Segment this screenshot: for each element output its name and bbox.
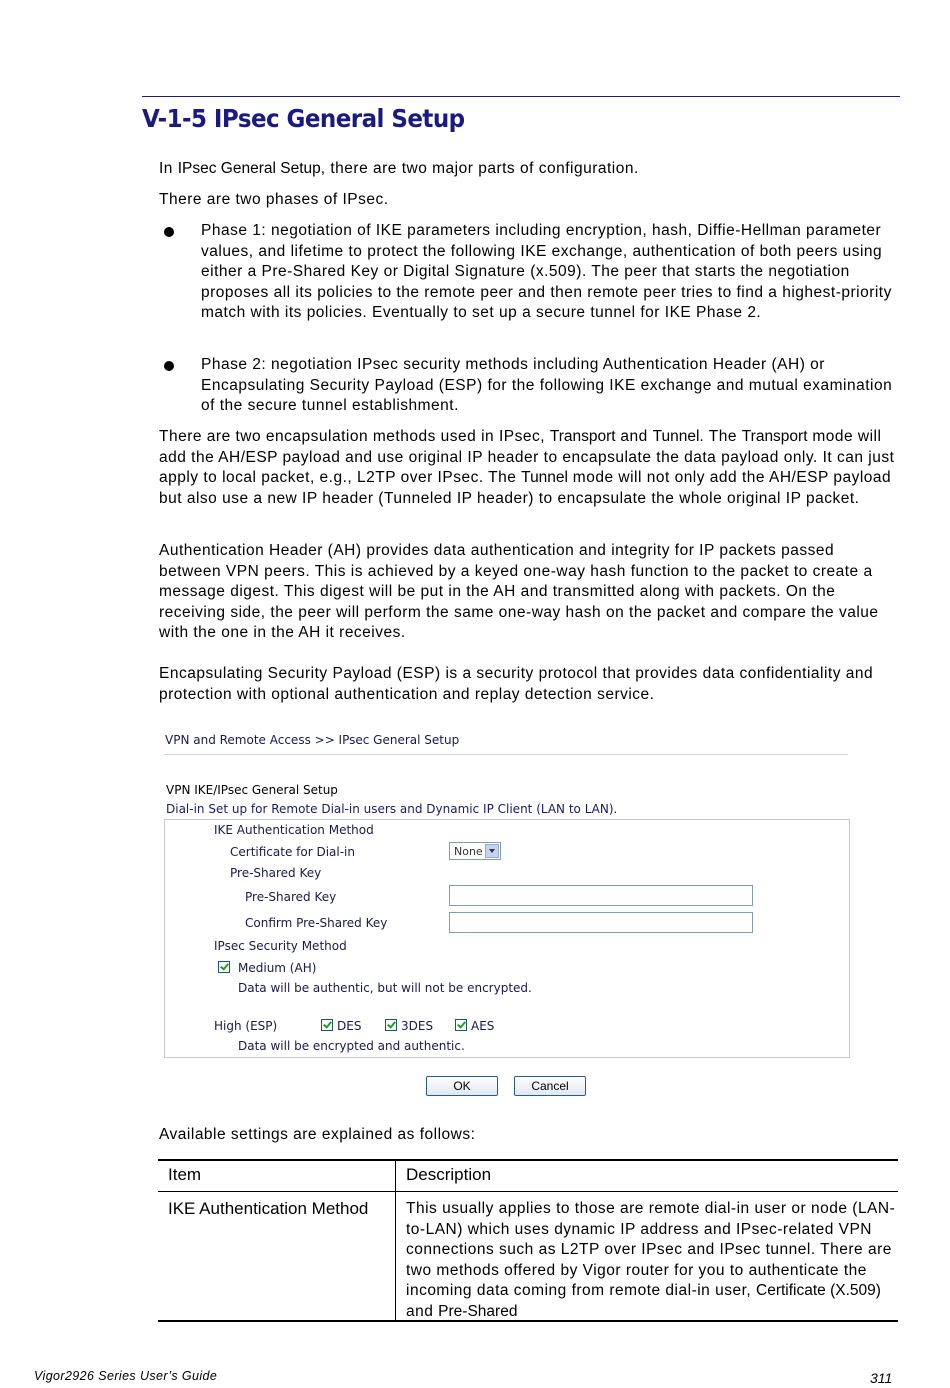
bullet-dot-1 [164, 227, 174, 237]
ah-paragraph: Authentication Header (AH) provides data authentication and integrity for IP packets passed between VPN peers. This is achieved by a keyed one-way hash function to the packet to create a message digest. This digest will be put in the AH and transmitted along with packets. On the receiving side, the peer will perform the same one-way hash on the packet and compare the value with the one in the AH it receives. [159, 542, 879, 641]
3des-checkbox[interactable] [385, 1019, 397, 1031]
intro-strong: IPsec General Setup [177, 160, 321, 177]
table-header-rule [158, 1191, 898, 1192]
encapsulation-paragraph: There are two encapsulation methods used in IPsec, Transport and Tunnel. The Transport mode will add the AH/ESP payload and use original IP header to encapsulate the data payload only. It can just apply to local packet, e.g., L2TP over IPsec. The Tunnel mode will not only add the AH/ESP payload but also use a new IP header (Tunneled IP header) to encapsulate the whole original IP packet. [159, 428, 895, 507]
breadcrumb-rule [164, 754, 848, 755]
phase2-bullet: Phase 2: negotiation IPsec security methods including Authentication Header (AH) or Encapsulating Security Payload (ESP) for the following IKE exchange and mutual examination of the secure tunnel establishment. [201, 356, 893, 414]
confirm-psk-input[interactable] [449, 912, 753, 933]
panel-subtitle: Dial-in Set up for Remote Dial-in users and Dynamic IP Client (LAN to LAN). [166, 802, 618, 816]
breadcrumb: VPN and Remote Access >> IPsec General Setup [165, 733, 460, 747]
certificate-select[interactable] [449, 842, 501, 860]
table-header-item: Item [168, 1165, 202, 1184]
esp-paragraph: Encapsulating Security Payload (ESP) is a security protocol that provides data confidentiality and protection with optional authentication and replay detection service. [159, 665, 874, 703]
table-top-rule [158, 1159, 898, 1161]
header-rule [142, 96, 900, 97]
medium-ah-label: Medium (AH) [238, 961, 317, 975]
medium-ah-note: Data will be authentic, but will not be encrypted. [238, 981, 532, 995]
table-column-divider [395, 1159, 396, 1322]
phase1-bullet: Phase 1: negotiation of IKE parameters including encryption, hash, Diffie-Hellman parameter values, and lifetime to protect the following IKE exchange, authentication of both peers using either a Pre-Shared Key or Digital Signature (x.509). The peer that starts the negotiation proposes all its policies to the remote peer and then remote peer tries to find a highest-priority match with its policies. Eventually to set up a secure tunnel for IKE Phase 2. [201, 222, 892, 321]
cancel-button[interactable]: Cancel [514, 1076, 586, 1096]
high-esp-label: High (ESP) [214, 1019, 278, 1033]
psk-heading: Pre-Shared Key [230, 866, 322, 880]
certificate-select-value: None [454, 845, 483, 858]
table-row-item: IKE Authentication Method [168, 1199, 369, 1218]
high-esp-note: Data will be encrypted and authentic. [238, 1039, 465, 1053]
table-row-description: This usually applies to those are remote dial-in user or node (LAN-to-LAN) which uses dynamic IP address and IPsec-related VPN connections such as L2TP over IPsec and IPsec tunnel. There are two methods offered by Vigor router for you to authenticate the incoming data coming from remote dial-in user, Certificate (X.509) and Pre-Shared [406, 1200, 896, 1320]
ike-method-heading: IKE Authentication Method [214, 823, 374, 837]
intro-paragraph: In IPsec General Setup, there are two major parts of configuration. [159, 160, 639, 177]
cert-label: Certificate for Dial-in [230, 845, 355, 859]
footer-guide-title: Vigor2926 Series User’s Guide [34, 1369, 218, 1383]
aes-checkbox[interactable] [455, 1019, 467, 1031]
table-header-description: Description [406, 1165, 492, 1184]
confirm-psk-label: Confirm Pre-Shared Key [245, 916, 388, 930]
phases-paragraph: There are two phases of IPsec. [159, 191, 389, 208]
security-method-heading: IPsec Security Method [214, 939, 347, 953]
section-title: V-1-5 IPsec General Setup [142, 104, 465, 133]
ok-button[interactable]: OK [426, 1076, 498, 1096]
psk-input[interactable] [449, 885, 753, 906]
chevron-down-icon[interactable] [485, 844, 499, 858]
panel-title: VPN IKE/IPsec General Setup [166, 783, 338, 797]
des-label: DES [337, 1019, 362, 1033]
available-settings-text: Available settings are explained as follows: [159, 1126, 476, 1143]
aes-label: AES [471, 1019, 495, 1033]
page-number: 311 [870, 1370, 893, 1386]
medium-ah-checkbox[interactable] [218, 961, 230, 973]
bullet-dot-2 [164, 361, 174, 371]
des-checkbox[interactable] [321, 1019, 333, 1031]
3des-label: 3DES [401, 1019, 434, 1033]
psk-label: Pre-Shared Key [245, 890, 337, 904]
